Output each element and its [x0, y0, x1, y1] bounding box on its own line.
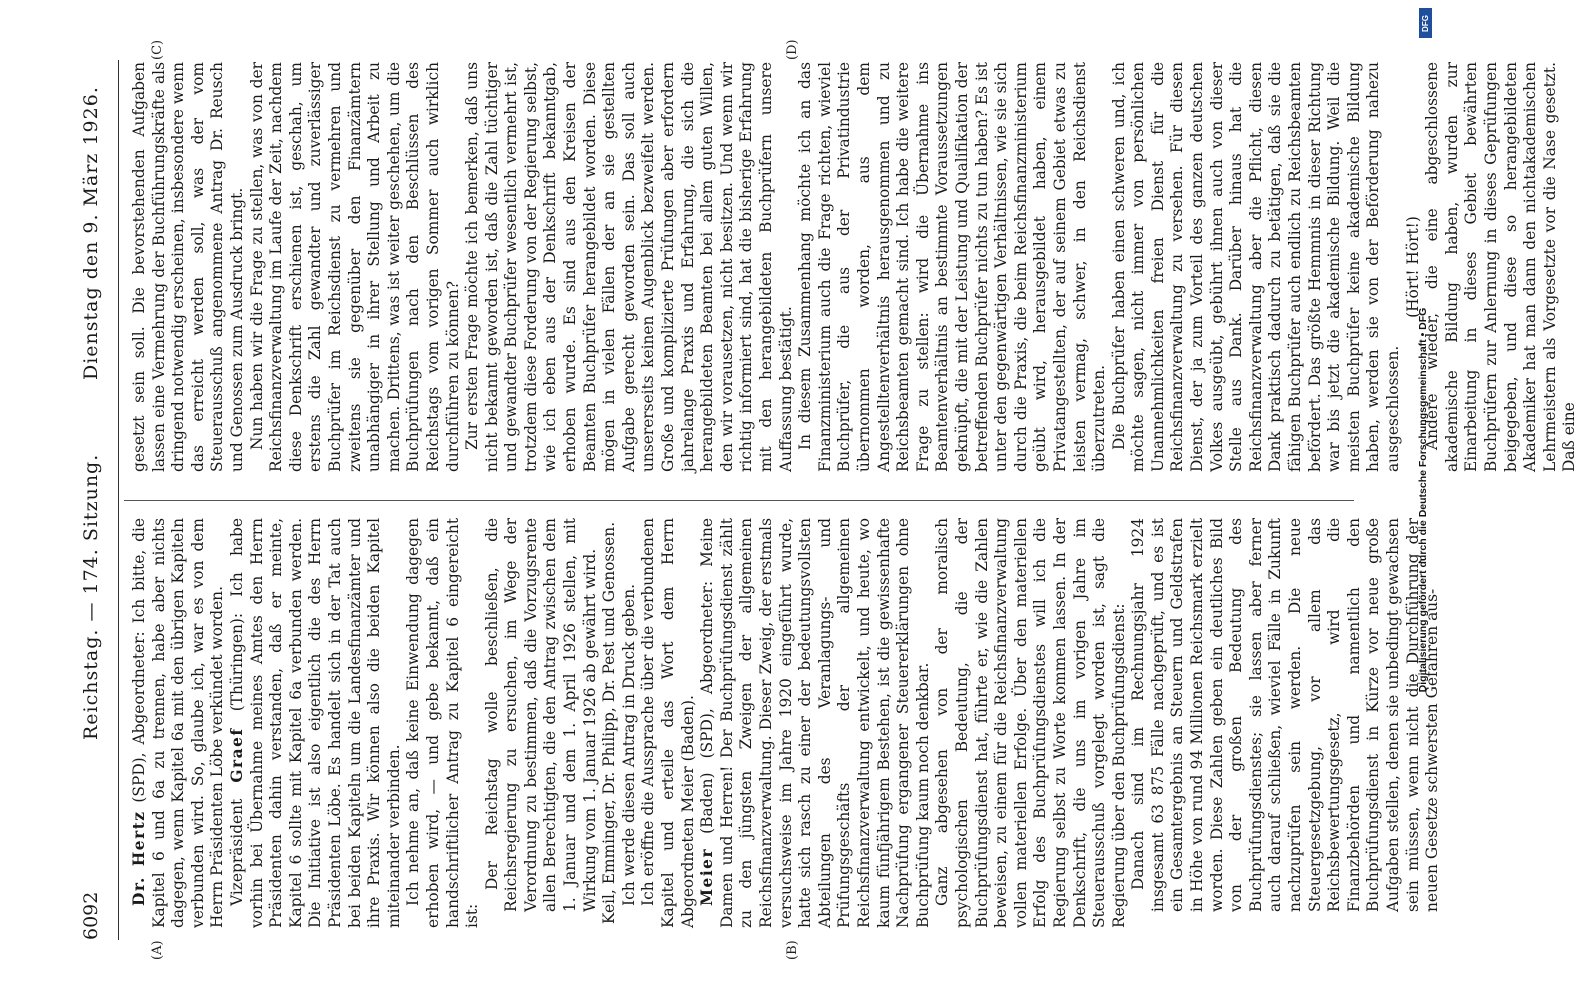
- paragraph: Dr. Hertz (SPD), Abgeordneter: Ich bitte, die Kapitel 6 und 6a zu trennen, habe aber nichts dagegen, wenn Kapitel 6a mit den übrigen Kapiteln verbunden wird. So, glaube ich, war es von dem Herrn Präsidenten Löbe verkündet worden.: [130, 518, 227, 928]
- digitization-credit-text: Digitalisierung gefördert durch die Deutsche Forschungsgemeinschaft • DFG: [1417, 307, 1429, 693]
- paragraph: Ich werde diesen Antrag in Druck geben.: [619, 583, 638, 906]
- left-column: [130, 518, 1443, 928]
- paragraph: Vizepräsident Graef (Thüringen): Ich habe vorhin bei Übernahme meines Amtes den Herrn Präsidenten dahin verstanden, daß er meinte, Kapitel 6 sollte mit Kapitel 6a verbunden werden. Die Initiative ist also eigentlich die des Herrn Präsidenten Löbe. Es handelt sich in der Tat auch bei beiden Kapiteln um die Landesfinanzämter und ihre Praxis. Wir können also die beiden Kapitel miteinander verbinden.: [227, 517, 403, 928]
- paragraph: In diesem Zusammenhang möchte ich an das Finanzministerium auch die Frage richten, wieviel Buchprüfer, die aus der Privatindustrie übernommen worden, aus dem Angestelltenverhältnis herausgenommen und zu Reichsbeamten gemacht sind. Ich habe die weitere Frage zu stellen: wird die Übernahme ins Beamtenverhältnis an bestimmte Voraussetzungen geknüpft, die mit der Leistung und Qualifikation der betreffenden Buchprüfer nichts zu tun haben? Es ist unter den gegenwärtigen Verhältnissen, wie sie sich durch die Praxis, die beim Reichsfinanzministerium geübt wird, herausgebildet haben, einem Privatangestellten, der auf seinem Gebiet etwas zu leisten vermag, schwer, in den Reichsdienst überzutreten.: [796, 62, 1109, 472]
- page-number: 6092: [80, 891, 102, 940]
- speaker-name: Graef: [227, 727, 246, 783]
- paragraph: Andere wieder, die eine abgeschlossene akademische Bildung haben, wurden zur Einarbeitung in dieses Gebiet bewährten Buchprüfern zur Anlernung in dieses Geprüfungen beigegeben, und diese so herangebildeten Akademiker hat man dann den nichtakademischen Lehrmeistern als Vorgesetzte vor die Nase gesetzt. Daß eine: [1423, 62, 1579, 472]
- paragraph: Ich nehme an, daß keine Einwendung dagegen erhoben wird, — und gebe bekannt, daß ein handschriftlicher Antrag zu Kapitel 6 eingereicht ist:: [404, 518, 482, 928]
- right-running-title: Dienstag den 9. März 1926.: [80, 86, 102, 380]
- right-column: [130, 62, 1580, 472]
- motion-signatories: Keil, Emminger, Dr. Philipp, Dr. Pest und Genossen.: [600, 521, 619, 925]
- paragraph: Nun haben wir die Frage zu stellen, was von der Reichsfinanzverwaltung im Laufe der Zeit, nachdem diese Denkschrift erschienen ist, geschah, um erstens die Zahl gewandter und zuverlässiger Buchprüfer im Reichsdienst zu vermehren und zweitens sie gegenüber den Finanzämtern unabhängiger in ihrer Stellung und Arbeit zu machen. Drittens, was ist weiter geschehen, um die Buchprüfungen nach den Beschlüssen des Reichstags vom vorigen Sommer auch wirklich durchführen zu können?: [247, 62, 462, 472]
- column-rule: [124, 500, 1354, 501]
- margin-mark-c: (C): [150, 39, 165, 60]
- speaker-name: Meier: [698, 847, 717, 906]
- speaker-name: Dr. Hertz: [130, 810, 148, 906]
- paragraph: Zur ersten Frage möchte ich bemerken, daß uns nicht bekannt geworden ist, daß die Zahl tüchtiger und gewandter Buchprüfer wesentlich vermehrt ist, trotzdem diese Forderung von der Regierung selbst, wie ich eben aus der Denkschrift bekanntgab, erhoben wurde. Es sind aus den Kreisen der Beamten Buchprüfer herangebildet worden. Diese mögen in vielen Fällen der an sie gestellten Aufgabe gerecht geworden sein. Das soll auch unsererseits keinen Augenblick bezweifelt werden. Große und komplizierte Prüfungen aber erfordern jahrelange Praxis und Erfahrung, die sich die herangebildeten Beamten bei allem guten Willen, den wir vorausetzen, nicht besitzen. Und wenn wir richtig informiert sind, hat die bisherige Erfahrung mit den herangebildeten Buchprüfern unsere Auffassung bestätigt.: [463, 62, 795, 472]
- quoted-passage: Danach sind im Rechnungsjahr 1924 insgesamt 63 875 Fälle nachgeprüft, und es ist ein Gesamtergebnis an Steuern und Geldstrafen in Höhe von rund 94 Millionen Reichsmark erzielt worden. Diese Zahlen geben ein deutliches Bild von der großen Bedeutung des Buchprüfungsdienstes; sie lassen aber ferner auch darauf schließen, wieviel Fälle in Zukunft nachzuprüfen sein werden. Die neue Steuergesetzgebung, vor allem das Reichsbewertungsgesetz, wird die Finanzbehörden und namentlich den Buchprüfungsdienst in Kürze vor neue große Aufgaben stellen, denen sie unbedingt gewachsen sein müssen, wenn nicht die Durchführung der neuen Gesetze schwersten Gefahren aus-: [1129, 518, 1442, 912]
- paragraph: Ganz abgesehen von der moralisch psychologischen Bedeutung, die der Buchprüfungsdienst hat, führte er, wie die Zahlen beweisen, zu einem für die Reichsfinanzverwaltung vollen materiellen Erfolge. Über den materiellen Erfolg des Buchprüfungsdienstes will ich die Regierung selbst zu Worte kommen lassen. In der Denkschrift, die uns im vorigen Jahre im Steuerausschuß vorgelegt worden ist, sagt die Regierung über den Buchprüfungsdienst:: [933, 518, 1128, 928]
- dfg-logo-badge: DFG: [1419, 8, 1432, 38]
- paragraph: Ich eröffne die Aussprache über die verbundenen Kapitel und erteile das Wort dem Herrn Abgeordneten Meier (Baden).: [639, 518, 697, 928]
- motion-text: Der Reichstag wolle beschließen, die Reichsregierung zu ersuchen, im Wege der Verordnung zu bestimmen, daß die Vorzugsrente allen Berechtigten, die den Antrag zwischen dem 1. Januar und dem 1. April 1926 stellen, mit Wirkung vom 1. Januar 1926 ab gewährt wird.: [482, 518, 599, 912]
- margin-mark-b: (B): [785, 940, 800, 960]
- digitization-credit: [1414, 8, 1432, 992]
- paragraph: gesetzt sein soll. Die bevorstehenden Aufgaben lassen eine Vermehrung der Buchführungskräfte als dringend notwendig erscheinen, insbesondere wenn das erreicht werden soll, was der vom Steuerausschuß angenommene Antrag Dr. Reusch und Genossen zum Ausdruck bringt.: [130, 62, 246, 472]
- paragraph: Die Buchprüfer haben einen schweren und, ich möchte sagen, nicht immer von persönlichen Unannehmlichkeiten freien Dienst für die Reichsfinanzverwaltung zu versehen. Für diesen Dienst, der ja zum Vorteil des ganzen deutschen Volkes ausgeübt, gebührt ihnen auch von dieser Stelle aus Dank. Darüber hinaus hat die Reichsfinanzverwaltung aber die Pflicht, diesen Dank praktisch dadurch zu betätigen, daß sie die fähigen Buchprüfer auch endlich zu Reichsbeamten befördert. Das größte Hemmnis in dieser Richtung war bis jetzt die akademische Bildung. Weil die meisten Buchprüfer keine akademische Bildung haben, werden sie von der Beförderung nahezu ausgeschlossen.: [1109, 62, 1402, 472]
- interjection: (Hört! Hört!): [1403, 216, 1422, 318]
- margin-mark-a: (A): [150, 940, 165, 960]
- paragraph: Meier (Baden) (SPD), Abgeordneter: Meine Damen und Herren! Der Buchprüfungsdienst zählt zu den jüngsten Zweigen der allgemeinen Reichsfinanzverwaltung. Dieser Zweig, der erstmals versuchsweise im Jahre 1920 eingeführt wurde, hatte sich rasch zu einer der bedeutungsvollsten Abteilungen des Veranlagungs- und Prüfungsgeschäfts der allgemeinen Reichsfinanzverwaltung entwickelt, und heute, wo kaum fünfjährigem Bestehen, ist die gewissenhafte Nachprüfung ergangener Steuererklärungen ohne Buchprüfung kaum noch denkbar.: [698, 518, 932, 928]
- running-head: [80, 60, 116, 940]
- left-running-title: Reichstag. — 174. Sitzung.: [80, 453, 102, 740]
- margin-mark-d: (D): [785, 39, 800, 60]
- header-rule: [118, 60, 119, 940]
